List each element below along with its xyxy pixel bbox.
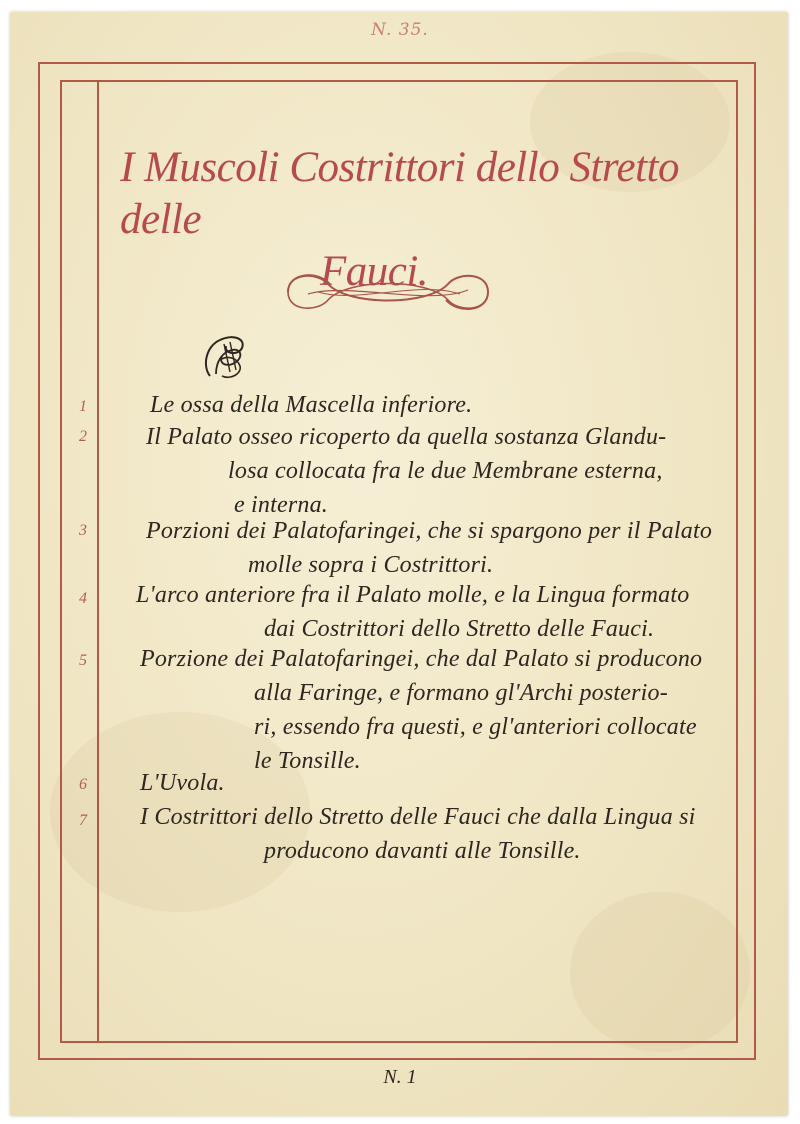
item-line: Porzioni dei Palatofaringei, che si spargono per il Palato (146, 518, 713, 544)
title-line-2: Fauci. (320, 248, 429, 295)
list-item (146, 514, 712, 582)
list-item (140, 766, 225, 800)
list-item (140, 800, 696, 868)
item-line: L'Uvola. (140, 770, 225, 796)
list-item (136, 578, 689, 646)
item-line: le Tonsille. (254, 748, 361, 774)
calligraphic-flourish-icon (278, 262, 498, 322)
title-line-1: I Muscoli Costrittori dello Stretto delle (120, 144, 680, 243)
item-line: producono davanti alle Tonsille. (264, 838, 581, 864)
item-number: 2 (79, 428, 87, 445)
item-line: Le ossa della Mascella inferiore. (150, 392, 473, 418)
item-number: 1 (79, 398, 87, 415)
item-number: 5 (79, 652, 87, 669)
item-line: Il Palato osseo ricoperto da quella sostanza Glandu- (146, 424, 667, 450)
item-line: Porzione dei Palatofaringei, che dal Palato si producono (140, 646, 703, 672)
item-number: 7 (79, 812, 87, 829)
item-number: 6 (79, 776, 87, 793)
item-line: L'arco anteriore fra il Palato molle, e la Lingua formato (136, 582, 690, 608)
item-line: ri, essendo fra questi, e gl'anteriori collocate (254, 714, 697, 740)
margin-rule (97, 80, 99, 1043)
list-item (140, 642, 702, 778)
item-number: 4 (79, 590, 87, 607)
item-number: 3 (79, 522, 87, 539)
item-line: alla Faringe, e formano gl'Archi posterio- (254, 680, 668, 706)
item-line: losa collocata fra le due Membrane esterna, (228, 458, 663, 484)
list-item (150, 388, 472, 422)
sheet-number: N. 35. (371, 20, 429, 40)
list-item (146, 420, 666, 522)
item-line: dai Costrittori dello Stretto delle Fauci. (264, 616, 655, 642)
footer-sheet-mark: N. 1 (383, 1066, 417, 1088)
item-line: e interna. (234, 492, 328, 518)
item-line: molle sopra i Costrittori. (248, 552, 494, 578)
decorated-initial-icon (196, 326, 252, 386)
item-line: I Costrittori dello Stretto delle Fauci che dalla Lingua si (140, 804, 696, 830)
